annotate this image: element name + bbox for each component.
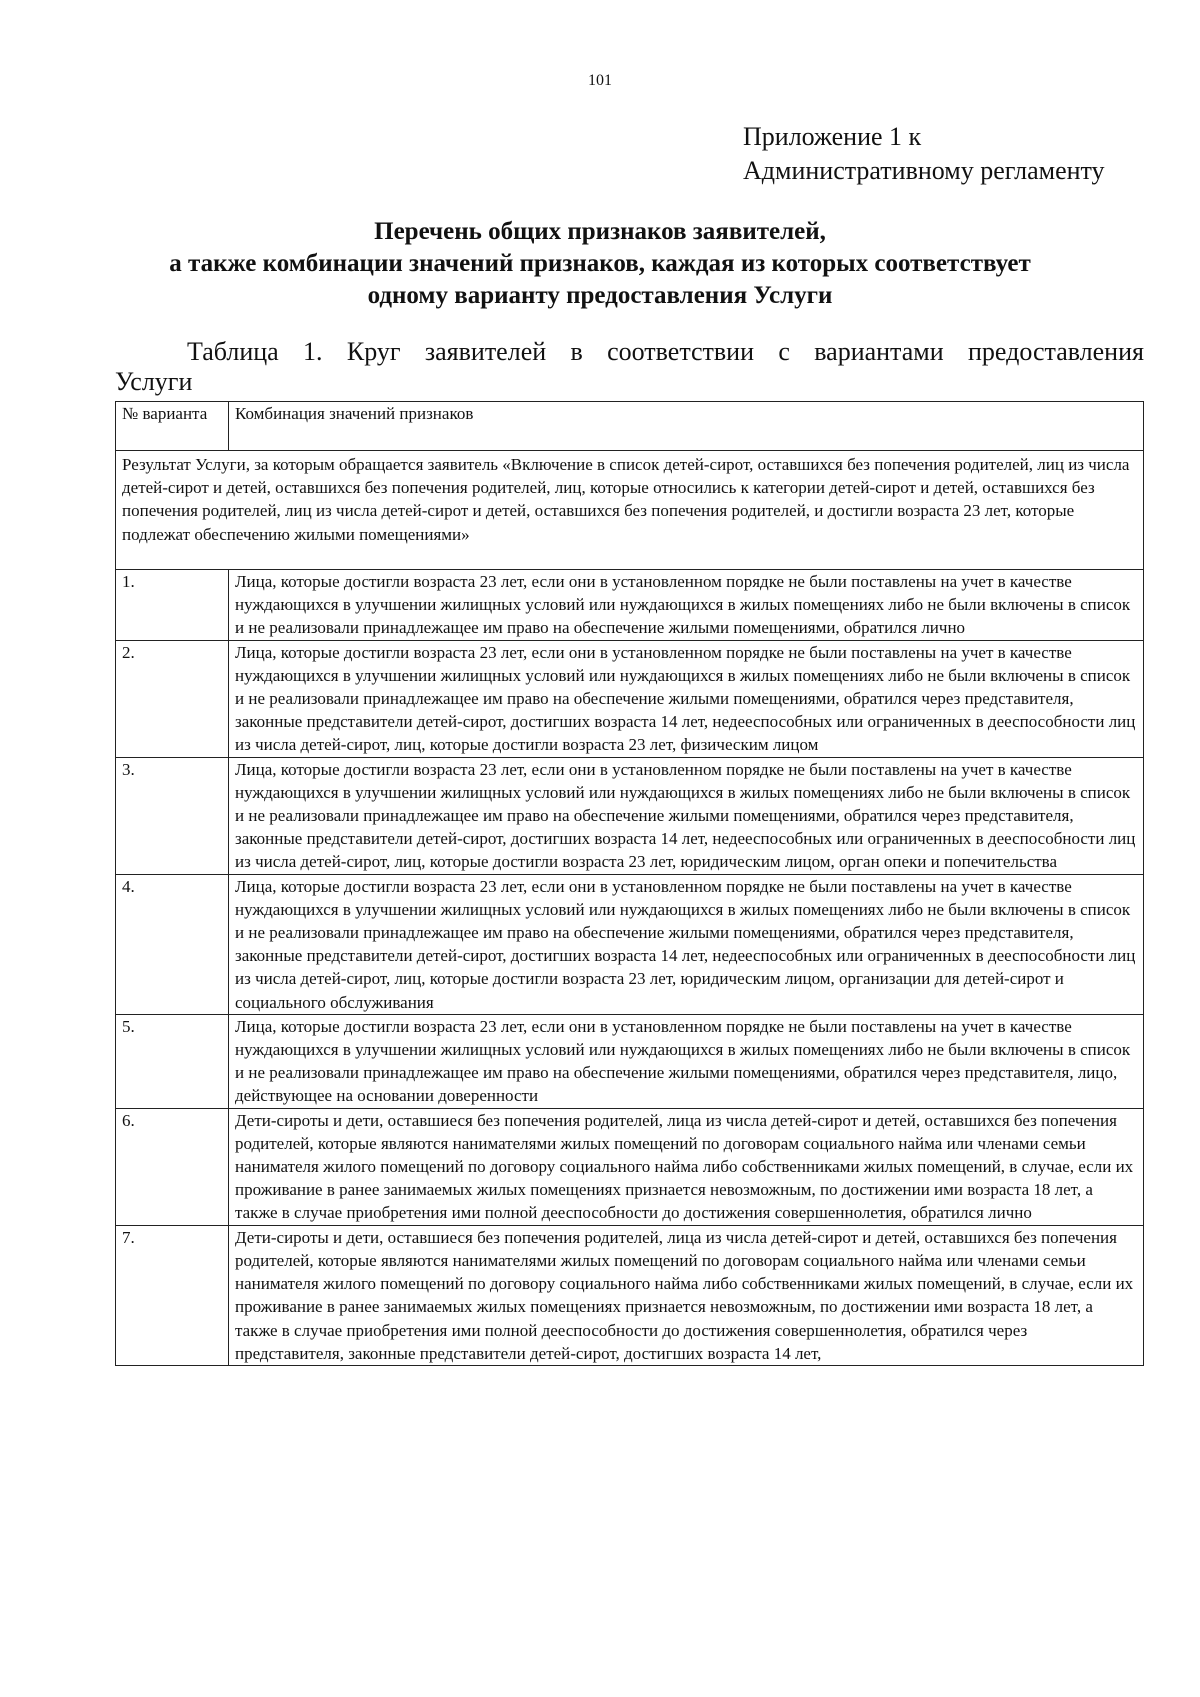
variant-number: 6. bbox=[116, 1108, 229, 1225]
variant-text: Лица, которые достигли возраста 23 лет, если они в установленном порядке не были поставлены на учет в качестве нуждающихся в улучшении жилищных условий или нуждающихся в жилых помещениях либо не были включены в список и не реализовали принадлежащее им право на обеспечение жилыми помещениями, обратился через представителя, лицо, действующее на основании доверенности bbox=[229, 1014, 1144, 1108]
variant-number: 5. bbox=[116, 1014, 229, 1108]
variant-number: 3. bbox=[116, 757, 229, 874]
variant-text: Лица, которые достигли возраста 23 лет, если они в установленном порядке не были поставлены на учет в качестве нуждающихся в улучшении жилищных условий или нуждающихся в жилых помещениях либо не были включены в список и не реализовали принадлежащее им право на обеспечение жилыми помещениями, обратился через представителя, законные представители детей-сирот, достигших возраста 14 лет, недееспособных или ограниченных в дееспособности лиц из числа детей-сирот, лиц, которые достигли возраста 23 лет, юридическим лицом, орган опеки и попечительства bbox=[229, 757, 1144, 874]
variant-text: Лица, которые достигли возраста 23 лет, если они в установленном порядке не были поставлены на учет в качестве нуждающихся в улучшении жилищных условий или нуждающихся в жилых помещениях либо не были включены в список и не реализовали принадлежащее им право на обеспечение жилыми помещениями, обратился лично bbox=[229, 570, 1144, 641]
table-row bbox=[116, 874, 1144, 1014]
variant-number: 7. bbox=[116, 1225, 229, 1365]
header-combination: Комбинация значений признаков bbox=[229, 402, 1144, 451]
page-number: 101 bbox=[588, 72, 612, 89]
result-row bbox=[116, 451, 1144, 570]
table-header-row bbox=[116, 402, 1144, 451]
caption-word: предоставления bbox=[967, 337, 1144, 366]
result-text: Результат Услуги, за которым обращается заявитель «Включение в список детей-сирот, оставшихся без попечения родителей, лиц из числа детей-сирот и детей, оставшихся без попечения родителей, лиц, которые относились к категории детей-сирот и детей, оставшихся без попечения родителей, лиц из числа детей-сирот и детей, оставшихся без попечения родителей, и достигли возраста 23 лет, которые подлежат обеспечению жилыми помещениями» bbox=[116, 451, 1144, 570]
title-line-2: а также комбинации значений признаков, каждая из которых соответствует bbox=[169, 250, 1031, 277]
variant-text: Лица, которые достигли возраста 23 лет, если они в установленном порядке не были поставлены на учет в качестве нуждающихся в улучшении жилищных условий или нуждающихся в жилых помещениях либо не были включены в список и не реализовали принадлежащее им право на обеспечение жилыми помещениями, обратился через представителя, законные представители детей-сирот, достигших возраста 14 лет, недееспособных или ограниченных в дееспособности лиц из числа детей-сирот, лиц, которые достигли возраста 23 лет, юридическим лицом, организации для детей-сирот и социального обслуживания bbox=[229, 874, 1144, 1014]
title-line-3: одному варианту предоставления Услуги bbox=[367, 282, 833, 309]
caption-word: вариантами bbox=[814, 337, 944, 366]
applicants-table bbox=[115, 401, 1144, 1366]
variant-number: 1. bbox=[116, 570, 229, 641]
caption-word: Таблица bbox=[187, 337, 279, 366]
variant-number: 2. bbox=[116, 640, 229, 757]
caption-word: в bbox=[570, 337, 583, 366]
appendix-line-2: Административному регламенту bbox=[743, 156, 1105, 185]
header-variant-number: № варианта bbox=[116, 402, 229, 451]
variant-text: Лица, которые достигли возраста 23 лет, если они в установленном порядке не были поставлены на учет в качестве нуждающихся в улучшении жилищных условий или нуждающихся в жилых помещениях либо не были включены в список и не реализовали принадлежащее им право на обеспечение жилыми помещениями, обратился через представителя, законные представители детей-сирот, достигших возраста 14 лет, недееспособных или ограниченных в дееспособности лиц из числа детей-сирот, лиц, которые достигли возраста 23 лет, физическим лицом bbox=[229, 640, 1144, 757]
caption-line-2: Услуги bbox=[115, 367, 193, 396]
variant-text: Дети-сироты и дети, оставшиеся без попечения родителей, лица из числа детей-сирот и детей, оставшихся без попечения родителей, которые являются нанимателями жилых помещений по договорам социального найма или членами семьи нанимателя жилого помещений по договору социального найма либо собственниками жилых помещений, в случае, если их проживание в ранее занимаемых жилых помещениях признается невозможным, по достижении ими возраста 18 лет, а также в случае приобретения ими полной дееспособности до достижения совершеннолетия, обратился лично bbox=[229, 1108, 1144, 1225]
table-caption bbox=[115, 337, 1144, 397]
table-row bbox=[116, 757, 1144, 874]
appendix-line-1: Приложение 1 к bbox=[743, 122, 922, 151]
table-row bbox=[116, 570, 1144, 641]
caption-word: 1. bbox=[303, 337, 323, 366]
table-row bbox=[116, 1014, 1144, 1108]
variant-text: Дети-сироты и дети, оставшиеся без попечения родителей, лица из числа детей-сирот и детей, оставшихся без попечения родителей, которые являются нанимателями жилых помещений по договорам социального найма или членами семьи нанимателя жилого помещений по договору социального найма либо собственниками жилых помещений, в случае, если их проживание в ранее занимаемых жилых помещениях признается невозможным, по достижении ими возраста 18 лет, а также в случае приобретения ими полной дееспособности до достижения совершеннолетия, обратился через представителя, законные представители детей-сирот, достигших возраста 14 лет, bbox=[229, 1225, 1144, 1365]
table-row bbox=[116, 1225, 1144, 1365]
table-row bbox=[116, 640, 1144, 757]
variant-number: 4. bbox=[116, 874, 229, 1014]
caption-line-1 bbox=[115, 337, 1144, 367]
document-title bbox=[100, 216, 1100, 312]
title-line-1: Перечень общих признаков заявителей, bbox=[374, 218, 826, 245]
caption-word: соответствии bbox=[607, 337, 755, 366]
caption-word: заявителей bbox=[424, 337, 547, 366]
table-row bbox=[116, 1108, 1144, 1225]
caption-word: с bbox=[778, 337, 790, 366]
appendix-note bbox=[743, 120, 1105, 188]
caption-word: Круг bbox=[346, 337, 401, 366]
